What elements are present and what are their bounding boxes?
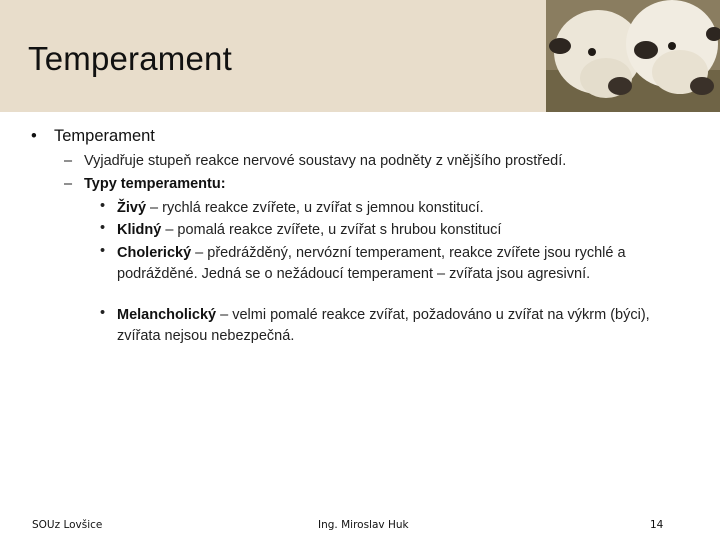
term-klidny: Klidný	[117, 222, 162, 238]
slide-title: Temperament	[28, 40, 232, 77]
definition-text: Vyjadřuje stupeň reakce nervové soustavy na podněty z vnějšího prostředí.	[84, 153, 567, 169]
term-melancholicky: Melancholický	[117, 307, 217, 323]
bullet-marker: •	[100, 305, 106, 321]
bullet-marker: •	[31, 127, 37, 145]
dash-marker: –	[64, 153, 73, 169]
page-number: 14	[650, 519, 664, 531]
desc-cholericky: – předrážděný, nervózní temperament, reakce zvířete jsou rychlé a podrážděné. Jedná se o nežádoucí temperament – zvířata jsou agresivní.	[117, 245, 626, 282]
term-zivy: Živý	[117, 200, 147, 216]
dash-marker: –	[64, 176, 73, 192]
bullet-level1-label: Temperament	[54, 127, 155, 145]
desc-zivy: – rychlá reakce zvířete, u zvířat s jemnou konstitucí.	[146, 200, 484, 216]
desc-melancholicky: – velmi pomalé reakce zvířat, požadováno u zvířat na výkrm (býci), zvířata nejsou nebezpečná.	[117, 307, 650, 344]
bullet-marker: •	[100, 220, 106, 236]
footer-left: SOUz Lovšice	[32, 519, 103, 531]
footer-author: Ing. Miroslav Huk	[318, 519, 409, 531]
types-heading: Typy temperamentu:	[84, 176, 226, 192]
term-cholericky: Cholerický	[117, 245, 192, 261]
bullet-marker: •	[100, 198, 106, 214]
bullet-marker: •	[100, 243, 106, 259]
desc-klidny: – pomalá reakce zvířete, u zvířat s hrubou konstitucí	[161, 222, 502, 238]
